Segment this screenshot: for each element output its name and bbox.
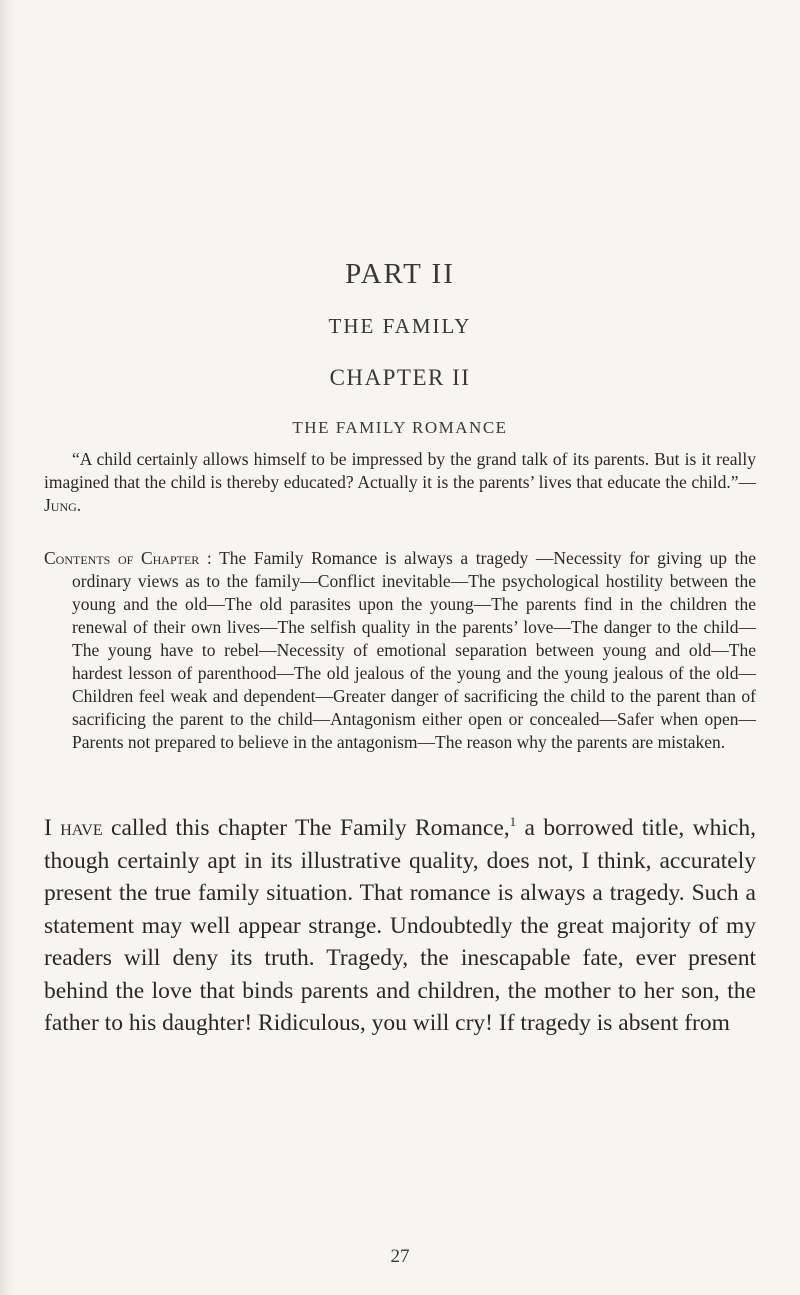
part-heading: PART II (345, 258, 455, 290)
page-number: 27 (390, 1246, 410, 1267)
epigraph-quote: “A child certainly allows himself to be impressed by the grand talk of its parents. But is it really imagined that the child is thereby educated? Actually it is the parents’ lives that educate the child.”— (44, 449, 756, 492)
chapter-title: THE FAMILY ROMANCE (292, 418, 508, 437)
body-dropword: I have (44, 815, 103, 841)
body-text-part1: called this chapter The Family Romance, (102, 815, 510, 841)
epigraph (44, 448, 756, 517)
page-binding-edge (0, 0, 14, 1295)
body-text-part2: a borrowed title, which, though certainly apt in its illustrative quality, does not, I think, accurately present the true family situation. That romance is always a tragedy. Such a statement may well appear strange. Undoubtedly the great majority of my readers will deny its truth. Tragedy, the inescapable fate, ever present behind the love that binds parents and children, the mother to her son, the father to his daughter! Ridiculous, you will cry! If tragedy is absent from (44, 815, 756, 1036)
footnote-marker: 1 (509, 814, 517, 830)
contents-text: The Family Romance is always a tragedy —Necessity for giving up the ordinary views as to the family—Conflict inevitable—The psychological hostility between the young and the old—The old parasites upon the young—The parents find in the children the renewal of their own lives—The selfish quality in the parents’ love—The danger to the child—The young have to rebel—Necessity of emotional separation between young and old—The hardest lesson of parenthood—The old jealous of the young and the young jealous of the old—Children feel weak and dependent—Greater danger of sacrificing the child to the parent than of sacrificing the parent to the child—Antagonism either open or concealed—Safer when open—Parents not prepared to believe in the antagonism—The reason why the parents are mistaken. (72, 548, 756, 752)
epigraph-author: Jung. (44, 495, 82, 515)
body-paragraph (44, 812, 756, 1040)
chapter-contents (44, 547, 756, 754)
chapter-heading: CHAPTER II (329, 365, 471, 390)
book-page (44, 0, 756, 1295)
contents-label: Contents of Chapter : (44, 548, 212, 568)
part-title: THE FAMILY (328, 314, 472, 338)
